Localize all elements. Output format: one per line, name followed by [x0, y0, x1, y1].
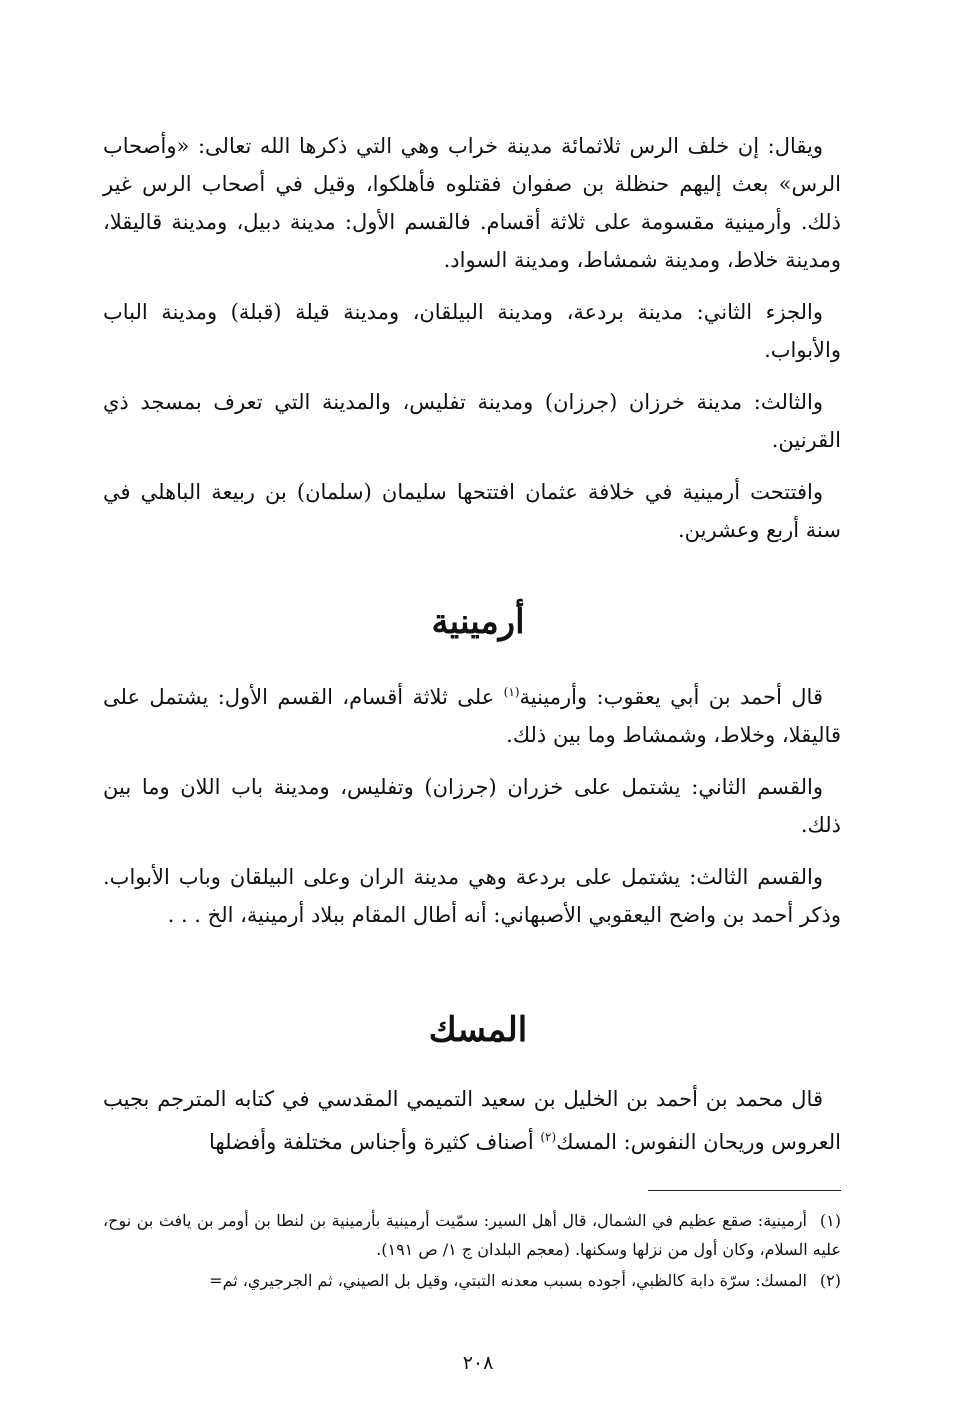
footnote-text: أرمينية: صقع عظيم في الشمال، قال أهل السير: سمّيت أرمينية بأرمينية بن لنطا بن أومر بن يافث بن نوح، عليه السلام، وكان أول من نزلها وسكنها. (معجم البلدان ج ١/ ص ١٩١).	[103, 1211, 841, 1259]
paragraph	[103, 293, 841, 369]
paragraph	[103, 1080, 841, 1161]
footnotes	[103, 1206, 841, 1295]
footnote	[103, 1266, 841, 1295]
paragraph	[103, 858, 841, 934]
paragraph	[103, 768, 841, 844]
paragraph-text: والقسم الثاني: يشتمل على خزران (جرزان) وتفليس، ومدينة باب اللان وما بين ذلك.	[103, 775, 841, 837]
footnote-text: المسك: سرّة دابة كالظبي، أجوده بسبب معدنه التبتي، وقيل بل الصيني، ثم الجرجيري، ثم=	[209, 1271, 807, 1290]
footnote-ref: (٢)	[540, 1130, 557, 1144]
top-text-block	[103, 127, 841, 549]
paragraph	[103, 383, 841, 459]
paragraph-text: ويقال: إن خلف الرس ثلاثمائة مدينة خراب وهي التي ذكرها الله تعالى: «وأصحاب الرس» بعث إليهم حنظلة بن صفوان فقتلوه فأهلكوا، وقيل في أصحاب الرس غير ذلك. وأرمينية مقسومة على ثلاثة أقسام. فالقسم الأول: مدينة دبيل، ومدينة قاليقلا، ومدينة خلاط، ومدينة شمشاط، ومدينة السواد.	[103, 134, 841, 272]
section-armenia	[103, 673, 841, 934]
footnote-number: (٢)	[819, 1271, 841, 1290]
footnote-ref: (١)	[503, 685, 520, 699]
section-heading: المسك	[428, 1010, 528, 1050]
paragraph-text: قال محمد بن أحمد بن الخليل بن سعيد التميمي المقدسي في كتابه المترجم بجيب العروس وريحان النفوس: المسك	[103, 1087, 841, 1154]
paragraph-text: قال أحمد بن أبي يعقوب: وأرمينية	[519, 685, 823, 709]
section-musk	[103, 1080, 841, 1161]
page-number: ٢٠٨	[462, 1352, 494, 1374]
section-heading: أرمينية	[431, 602, 525, 642]
paragraph	[103, 673, 841, 754]
paragraph-text: والقسم الثالث: يشتمل على بردعة وهي مدينة الران وعلى البيلقان وباب الأبواب. وذكر أحمد بن واضح اليعقوبي الأصبهاني: أنه أطال المقام ببلاد أرمينية، الخ . . .	[103, 865, 841, 927]
footnote	[103, 1206, 841, 1264]
footnote-divider	[648, 1190, 841, 1191]
paragraph-text: والجزء الثاني: مدينة بردعة، ومدينة البيلقان، ومدينة قيلة (قبلة) ومدينة الباب والأبواب.	[103, 300, 841, 362]
footnote-number: (١)	[819, 1211, 841, 1230]
paragraph	[103, 473, 841, 549]
paragraph-text: على ثلاثة أقسام، القسم الأول: يشتمل على قاليقلا، وخلاط، وشمشاط وما بين ذلك.	[103, 685, 841, 747]
paragraph-text: والثالث: مدينة خرزان (جرزان) ومدينة تفليس، والمدينة التي تعرف بمسجد ذي القرنين.	[103, 390, 841, 452]
paragraph-text: وافتتحت أرمينية في خلافة عثمان افتتحها سليمان (سلمان) بن ربيعة الباهلي في سنة أربع وعشرين.	[103, 480, 841, 542]
paragraph	[103, 127, 841, 279]
paragraph-text: أصناف كثيرة وأجناس مختلفة وأفضلها	[208, 1130, 541, 1154]
